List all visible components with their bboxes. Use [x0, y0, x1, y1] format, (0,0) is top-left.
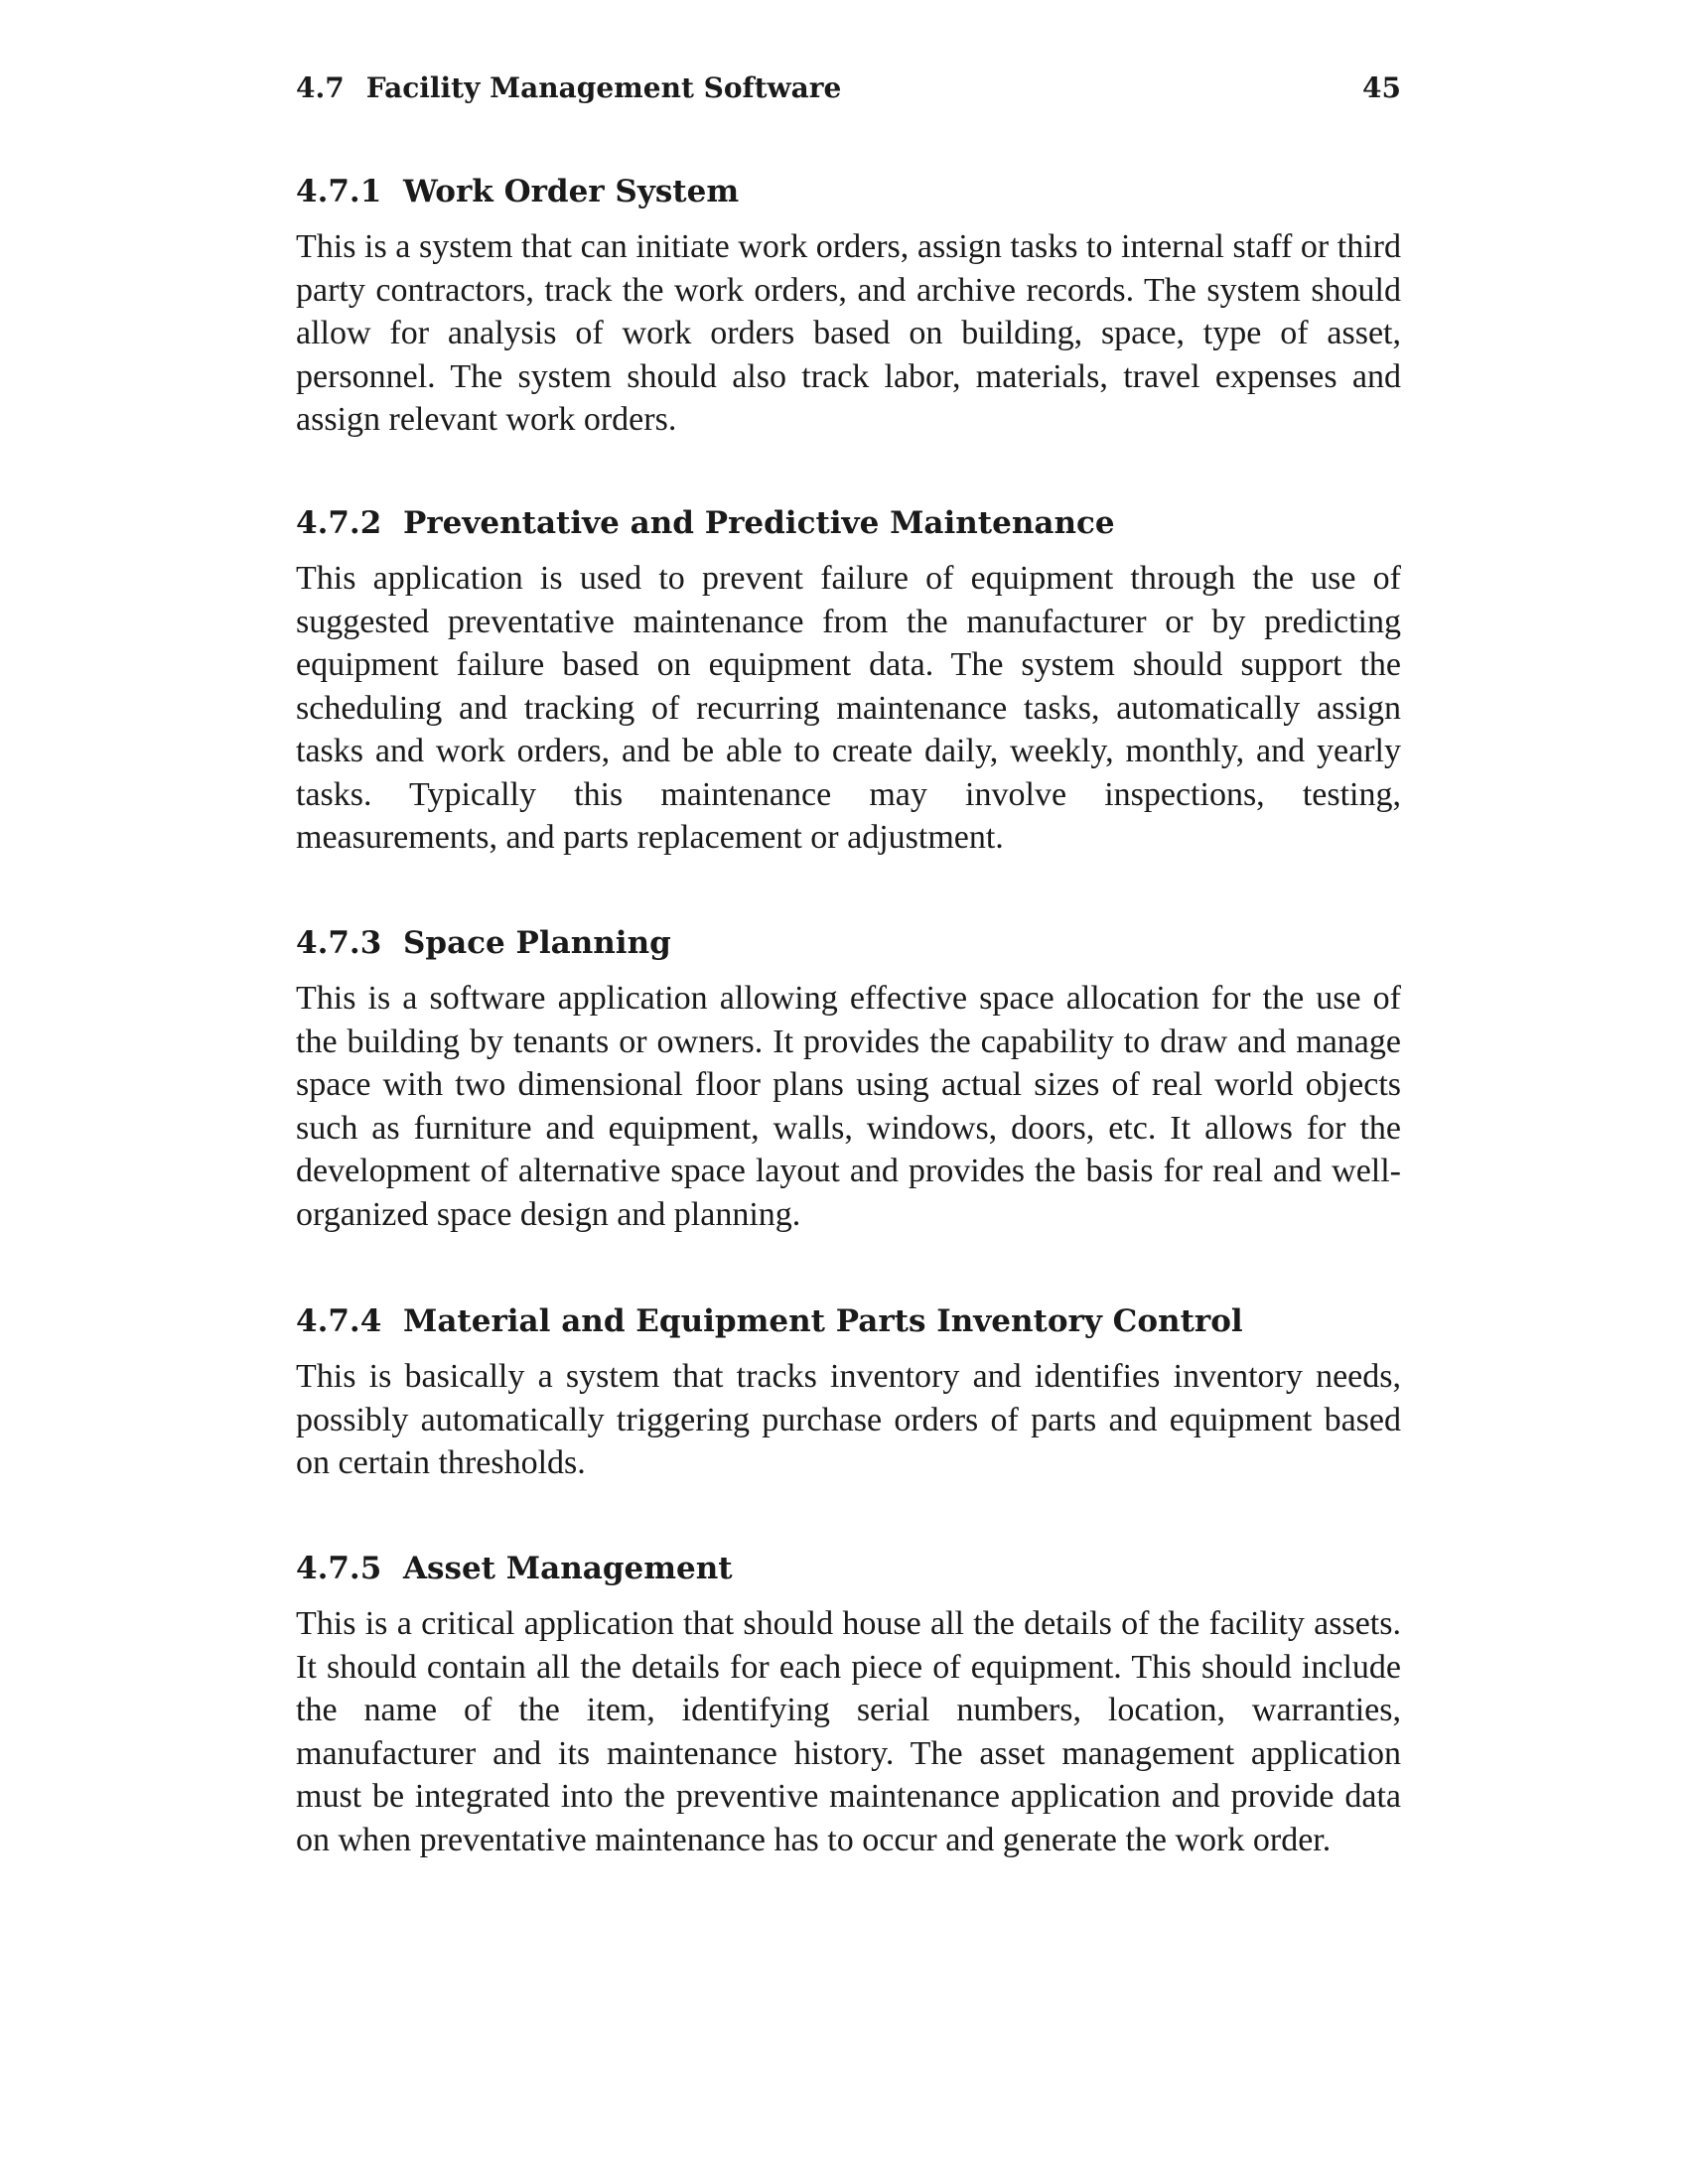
section-body: This is basically a system that tracks inventory and identifies inventory needs, possibly automatically triggering purchase orders of parts and equipment based on certain thresholds. [296, 1358, 1401, 1481]
section-body: This is a system that can initiate work orders, assign tasks to internal staff or third party contractors, track the work orders, and archive records. The system should allow for analysis of work orders based on building, space, type of asset, personnel. The system should also track labor, materials, travel expenses and assign relevant work orders. [296, 228, 1401, 438]
running-header-section-number: 4.7 [296, 71, 345, 104]
running-header [296, 71, 1401, 111]
section-title: Work Order System [403, 174, 740, 209]
section-preventative-predictive-maintenance [296, 503, 1401, 860]
running-header-section [296, 71, 841, 104]
page-number: 45 [1362, 71, 1401, 104]
section-heading [296, 923, 1401, 963]
section-title: Space Planning [403, 925, 671, 961]
running-header-section-title: Facility Management Software [365, 71, 842, 104]
section-number: 4.7.2 [296, 505, 382, 541]
section-number: 4.7.5 [296, 1551, 382, 1586]
section-heading [296, 1549, 1401, 1588]
section-body: This application is used to prevent failure of equipment through the use of suggested preventative maintenance from the manufacturer or by predicting equipment failure based on equipment data. The system should support the scheduling and tracking of recurring maintenance tasks, automatically assign tasks and work orders, and be able to create daily, weekly, monthly, and yearly tasks. Typically this maintenance may involve inspections, testing, measurements, and parts replacement or adjustment. [296, 560, 1401, 856]
section-title: Preventative and Predictive Maintenance [403, 505, 1115, 541]
section-heading [296, 503, 1401, 543]
section-number: 4.7.1 [296, 174, 382, 209]
section-asset-management [296, 1549, 1401, 1861]
section-heading [296, 1301, 1401, 1341]
section-heading [296, 172, 1401, 211]
section-title: Material and Equipment Parts Inventory Control [403, 1303, 1243, 1339]
section-space-planning [296, 923, 1401, 1236]
section-inventory-control [296, 1301, 1401, 1485]
section-work-order-system [296, 172, 1401, 442]
section-number: 4.7.3 [296, 925, 382, 961]
section-number: 4.7.4 [296, 1303, 382, 1339]
section-body: This is a software application allowing effective space allocation for the use of the building by tenants or owners. It provides the capability to draw and manage space with two dimensional floor plans using actual sizes of real world objects such as furniture and equipment, walls, windows, doors, etc. It allows for the development of alternative space layout and provides the basis for real and well-organized space design and planning. [296, 980, 1401, 1233]
section-body: This is a critical application that should house all the details of the facility assets. It should contain all the details for each piece of equipment. This should include the name of the item, identifying serial numbers, location, warranties, manufacturer and its maintenance history. The asset management application must be integrated into the preventive maintenance application and provide data on when preventative maintenance has to occur and generate the work order. [296, 1605, 1401, 1858]
section-title: Asset Management [403, 1551, 733, 1586]
